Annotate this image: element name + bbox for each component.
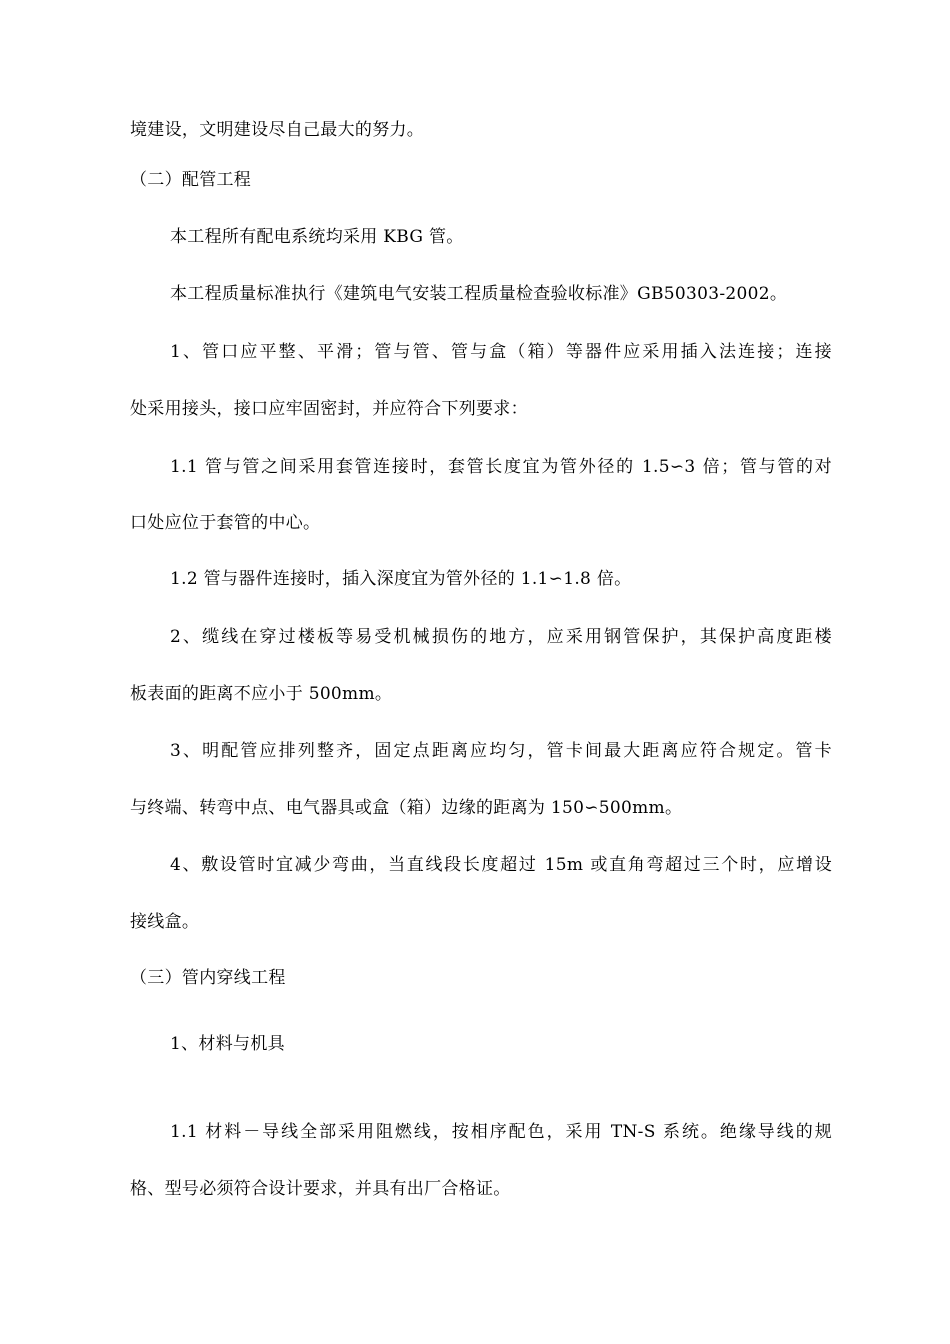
paragraph-line: 1、材料与机具 (170, 1034, 285, 1054)
paragraph-line: 格、型号必须符合设计要求，并具有出厂合格证。 (130, 1179, 511, 1199)
paragraph-line: 接线盒。 (130, 912, 200, 932)
paragraph-line: 1.1 管与管之间采用套管连接时，套管长度宜为管外径的 1.5∽3 倍；管与管的对 (170, 457, 832, 477)
paragraph-line: 本工程质量标准执行《建筑电气安装工程质量检查验收标准》GB50303-2002。 (170, 284, 788, 304)
paragraph-line: 本工程所有配电系统均采用 KBG 管。 (170, 227, 464, 247)
section-heading: （三）管内穿线工程 (130, 968, 286, 988)
paragraph-line: 板表面的距离不应小于 500mm。 (130, 684, 393, 704)
paragraph-line: 1、管口应平整、平滑；管与管、管与盒（箱）等器件应采用插入法连接；连接 (170, 342, 832, 362)
section-heading: （二）配管工程 (130, 170, 252, 190)
paragraph-line: 1.1 材料－导线全部采用阻燃线，按相序配色，采用 TN-S 系统。绝缘导线的规 (170, 1122, 832, 1142)
paragraph-line: 1.2 管与器件连接时，插入深度宜为管外径的 1.1∽1.8 倍。 (170, 569, 632, 589)
paragraph-line: 口处应位于套管的中心。 (130, 513, 321, 533)
paragraph-line: 4、敷设管时宜减少弯曲，当直线段长度超过 15m 或直角弯超过三个时，应增设 (170, 855, 832, 875)
paragraph-line: 境建设，文明建设尽自己最大的努力。 (130, 120, 425, 140)
paragraph-line: 处采用接头，接口应牢固密封，并应符合下列要求： (130, 399, 528, 419)
paragraph-line: 3、明配管应排列整齐，固定点距离应均匀，管卡间最大距离应符合规定。管卡 (170, 741, 832, 761)
paragraph-line: 与终端、转弯中点、电气器具或盒（箱）边缘的距离为 150∽500mm。 (130, 798, 683, 818)
paragraph-line: 2、缆线在穿过楼板等易受机械损伤的地方，应采用钢管保护，其保护高度距楼 (170, 627, 832, 647)
